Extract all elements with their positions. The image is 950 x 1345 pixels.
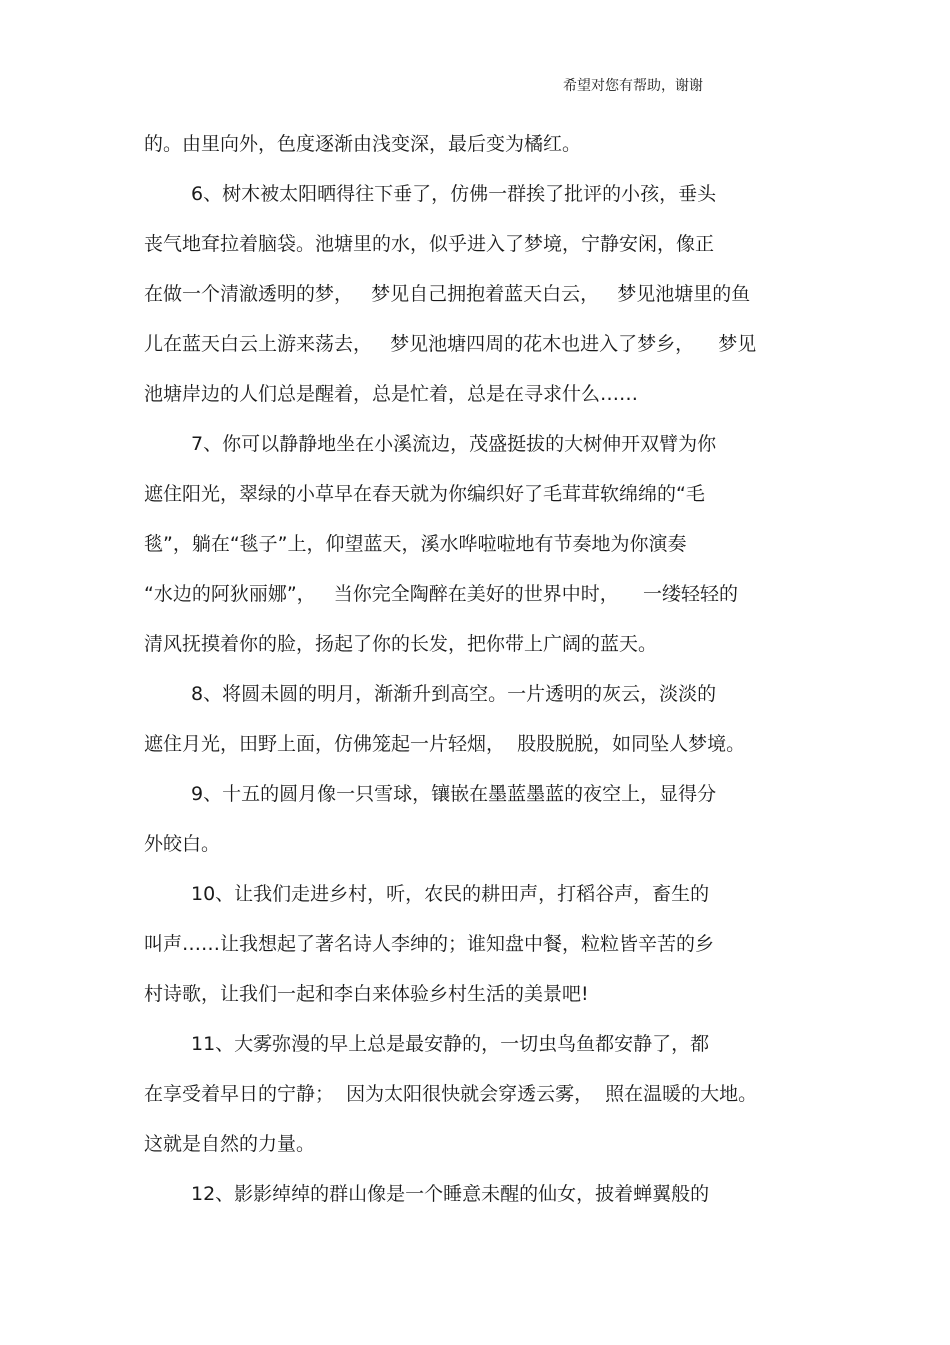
text-line: “水边的阿狄丽娜”， 当你完全陶醉在美好的世界中时， 一缕轻轻的 [144, 583, 738, 605]
text-line-item-6: 6、树木被太阳晒得往下垂了，仿佛一群挨了批评的小孩，垂头 [191, 183, 717, 205]
text-line: 丧气地耷拉着脑袋。池塘里的水，似乎进入了梦境，宁静安闲，像正 [144, 233, 715, 255]
text-line-item-9: 9、十五的圆月像一只雪球，镶嵌在墨蓝墨蓝的夜空上，显得分 [191, 783, 717, 805]
text-line: 清风抚摸着你的脸，扬起了你的长发，把你带上广阔的蓝天。 [144, 633, 658, 655]
text-line: 池塘岸边的人们总是醒着，总是忙着，总是在寻求什么…… [144, 383, 639, 405]
text-line: 这就是自然的力量。 [144, 1133, 316, 1155]
page-header-note: 希望对您有帮助，谢谢 [563, 78, 703, 94]
text-line: 村诗歌，让我们一起和李白来体验乡村生活的美景吧! [144, 983, 589, 1005]
text-line-item-11: 11、大雾弥漫的早上总是最安静的，一切虫鸟鱼都安静了，都 [191, 1033, 710, 1055]
text-line-item-7: 7、你可以静静地坐在小溪流边，茂盛挺拔的大树伸开双臂为你 [191, 433, 717, 455]
text-line: 在享受着早日的宁静； 因为太阳很快就会穿透云雾， 照在温暖的大地。 [144, 1083, 758, 1105]
text-line-item-12: 12、影影绰绰的群山像是一个睡意未醒的仙女，披着蝉翼般的 [191, 1183, 710, 1205]
text-line: 遮住月光，田野上面，仿佛笼起一片轻烟， 股股脱脱，如同坠人梦境。 [144, 733, 746, 755]
text-line: 的。由里向外，色度逐渐由浅变深，最后变为橘红。 [144, 133, 582, 155]
text-line: 在做一个清澈透明的梦， 梦见自己拥抱着蓝天白云， 梦见池塘里的鱼 [144, 283, 751, 305]
text-line: 毯”，躺在“毯子”上，仰望蓝天，溪水哗啦啦地有节奏地为你演奏 [144, 533, 687, 555]
text-line: 叫声……让我想起了著名诗人李绅的；谁知盘中餐，粒粒皆辛苦的乡 [144, 933, 715, 955]
text-line-item-8: 8、将圆未圆的明月，渐渐升到高空。一片透明的灰云，淡淡的 [191, 683, 717, 705]
text-line-item-10: 10、让我们走进乡村，听，农民的耕田声，打稻谷声，畜生的 [191, 883, 710, 905]
text-line: 遮住阳光，翠绿的小草早在春天就为你编织好了毛茸茸软绵绵的“毛 [144, 483, 705, 505]
text-line: 儿在蓝天白云上游来荡去， 梦见池塘四周的花木也进入了梦乡， 梦见 [144, 333, 757, 355]
text-line: 外皎白。 [144, 833, 221, 855]
